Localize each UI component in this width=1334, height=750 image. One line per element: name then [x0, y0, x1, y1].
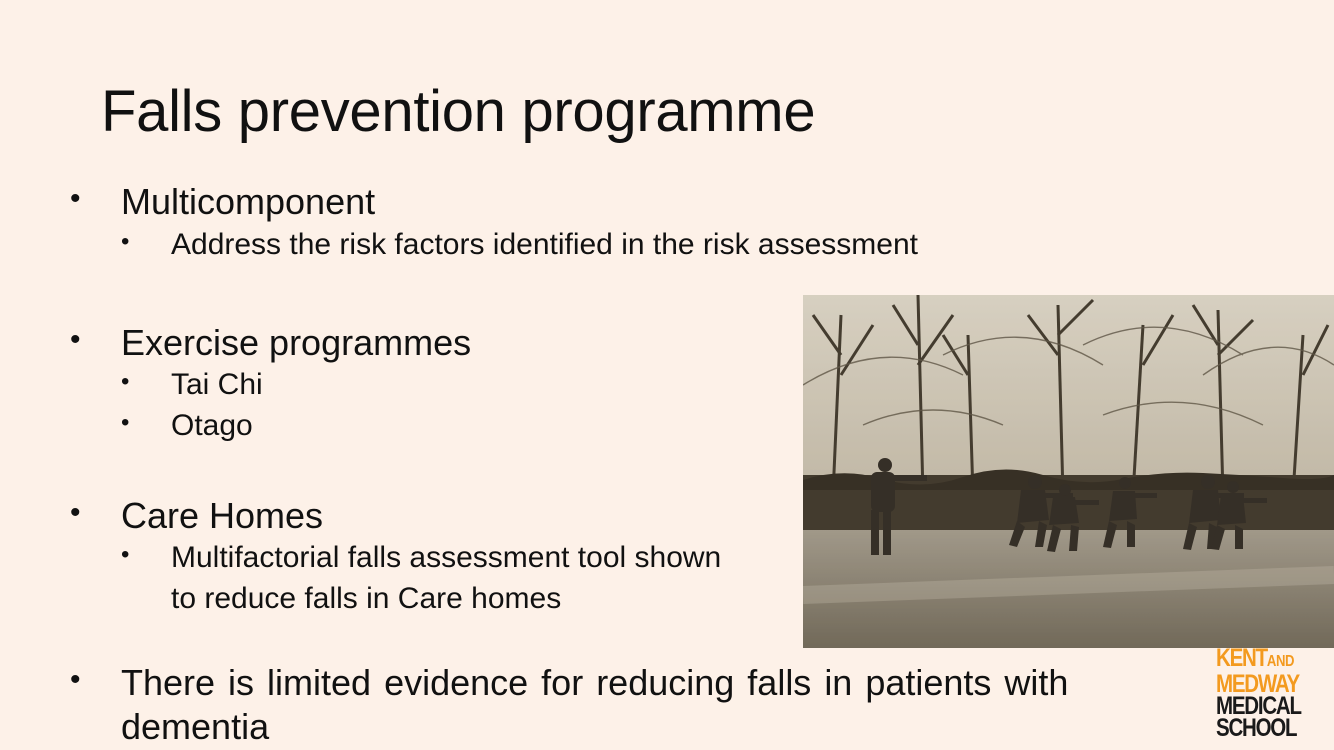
sub-bullet-tai-chi: Tai Chi [171, 368, 263, 401]
slide-title: Falls prevention programme [101, 79, 816, 144]
outdoor-group-exercise-photo [803, 295, 1334, 648]
bullet-multicomponent: Multicomponent [121, 181, 376, 222]
sub-bullet-risk-factors: Address the risk factors identified in the risk assessment [171, 228, 918, 261]
logo-medical: MEDICAL [1216, 692, 1301, 720]
logo-and: AND [1266, 653, 1295, 670]
bullet-care-homes: Care Homes [121, 495, 324, 536]
logo-medway: MEDWAY [1216, 670, 1299, 698]
sub-bullet-dot: • [121, 368, 130, 395]
bullet-limited-evidence-cont: dementia [121, 706, 270, 747]
bullet-exercise-programmes: Exercise programmes [121, 322, 472, 363]
bullet-dot: • [70, 323, 81, 356]
bullet-dot: • [70, 663, 81, 696]
sub-bullet-assessment-tool-cont: to reduce falls in Care homes [171, 582, 562, 615]
logo-school: SCHOOL [1216, 714, 1297, 742]
bullet-limited-evidence: There is limited evidence for reducing falls in patients with [121, 662, 1069, 703]
bullet-dot: • [70, 496, 81, 529]
sub-bullet-dot: • [121, 541, 130, 568]
logo-kent: KENT [1216, 644, 1267, 672]
bullet-dot: • [70, 182, 81, 215]
sub-bullet-assessment-tool: Multifactorial falls assessment tool shown [171, 541, 722, 574]
kent-medway-medical-school-logo [1216, 644, 1334, 747]
sub-bullet-dot: • [121, 409, 130, 436]
sub-bullet-otago: Otago [171, 409, 253, 442]
photo-illustration [803, 295, 1334, 648]
sub-bullet-dot: • [121, 228, 130, 255]
